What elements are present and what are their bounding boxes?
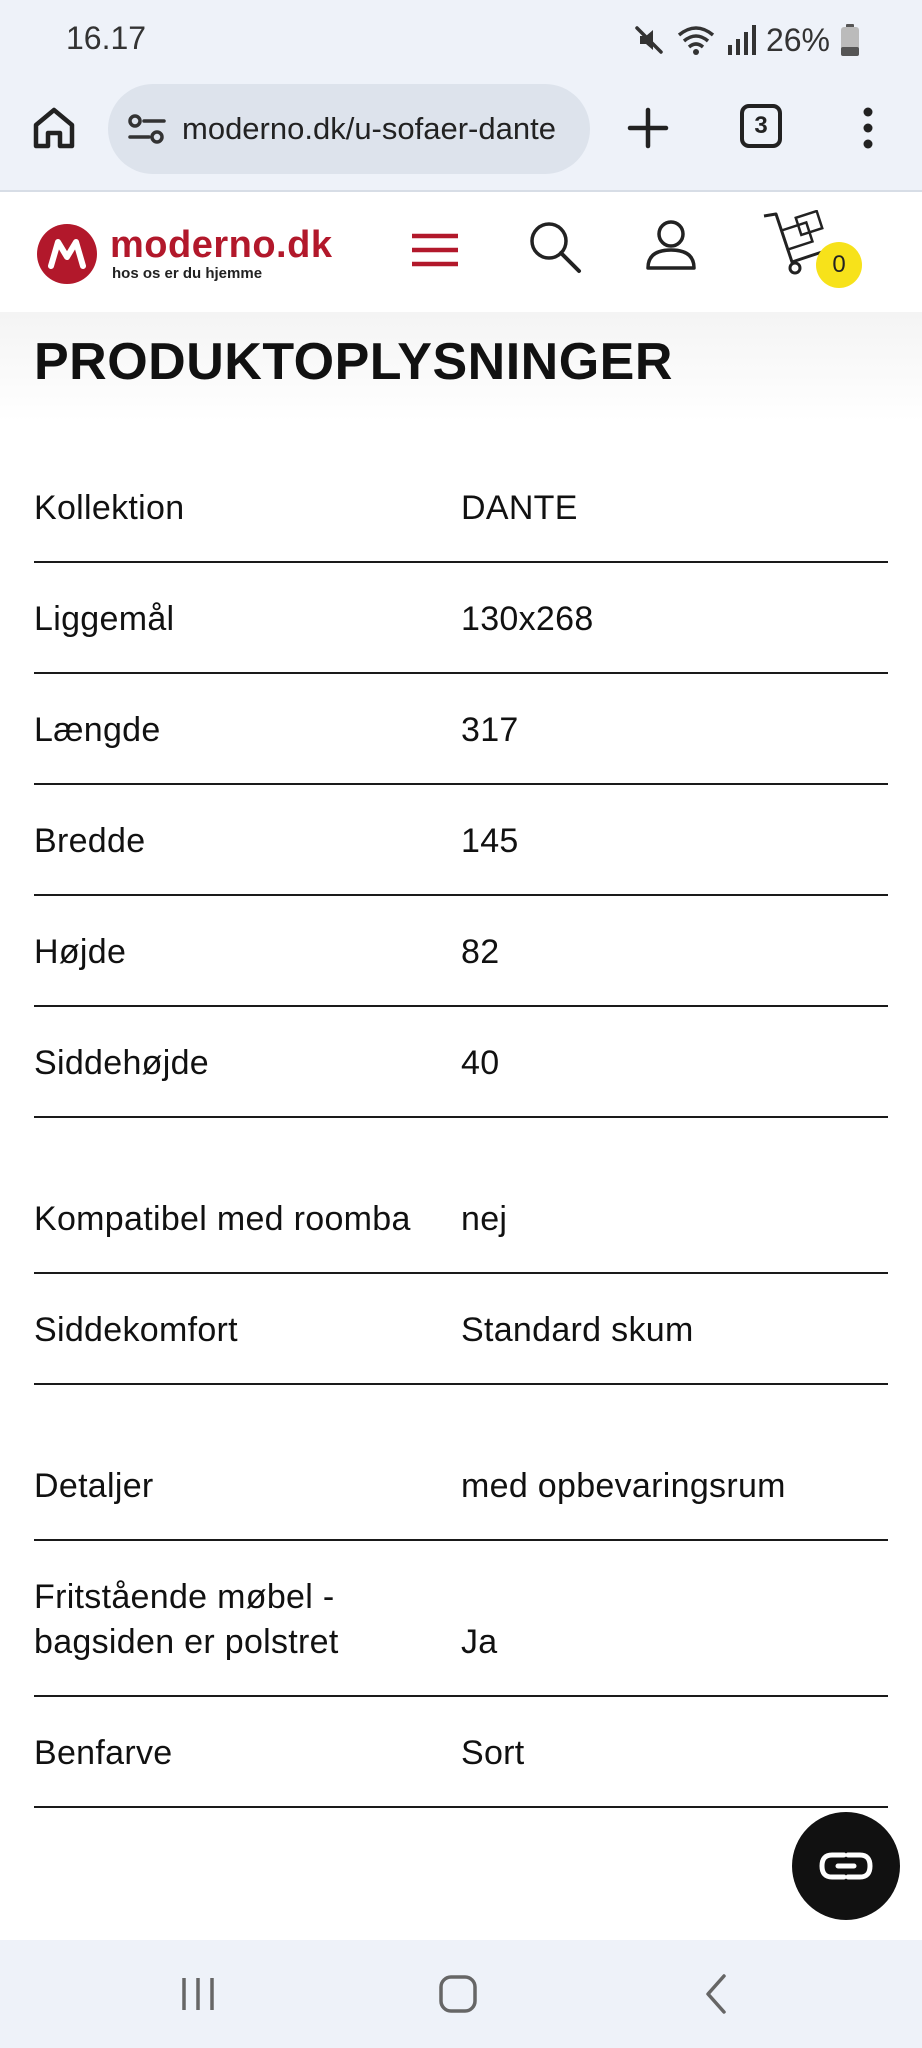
table-row	[34, 452, 888, 563]
signal-icon	[726, 23, 756, 57]
site-logo[interactable]	[36, 214, 332, 294]
table-row	[34, 896, 888, 1007]
status-time: 16.17	[66, 20, 147, 56]
search-icon	[526, 218, 584, 276]
table-row	[34, 1274, 888, 1385]
tab-switcher-button[interactable]: 3	[740, 104, 782, 148]
logo-name: moderno.dk	[110, 224, 333, 266]
spec-label: Liggemål	[34, 600, 175, 638]
spec-label: Benfarve	[34, 1734, 173, 1772]
table-row	[34, 1385, 888, 1541]
table-row	[34, 1007, 888, 1118]
chat-button[interactable]	[792, 1812, 900, 1920]
spec-value: 82	[461, 933, 500, 971]
logo-mark-icon	[36, 223, 98, 285]
table-row	[34, 674, 888, 785]
product-info-section	[0, 312, 922, 1940]
battery-icon	[840, 23, 860, 57]
home-icon[interactable]	[436, 1970, 480, 2018]
table-row	[34, 1697, 888, 1808]
spec-value: 130x268	[461, 600, 594, 638]
system-nav-bar	[0, 1940, 922, 2048]
address-bar[interactable]	[108, 84, 590, 174]
browser-toolbar	[0, 80, 922, 192]
spec-label: Fritstående møbel - bagsiden er polstret	[34, 1578, 339, 1661]
logo-tagline: hos os er du hjemme	[112, 265, 263, 282]
spec-label: Længde	[34, 711, 161, 749]
spec-value: Sort	[461, 1734, 525, 1772]
table-row	[34, 563, 888, 674]
spec-label: Kollektion	[34, 489, 185, 527]
table-row	[34, 785, 888, 896]
wifi-icon	[676, 23, 716, 57]
browser-home-button[interactable]	[28, 102, 80, 154]
mute-icon	[632, 23, 666, 57]
recents-icon[interactable]	[176, 1970, 220, 2018]
spec-value: DANTE	[461, 489, 578, 527]
home-icon	[31, 105, 77, 151]
status-bar	[0, 0, 922, 80]
spec-label: Siddekomfort	[34, 1311, 238, 1349]
site-settings-icon[interactable]	[126, 108, 168, 150]
user-icon	[642, 216, 700, 274]
spec-value: 145	[461, 822, 519, 860]
cart-count-badge: 0	[816, 242, 862, 288]
hamburger-icon	[410, 226, 460, 276]
status-icons	[632, 18, 860, 62]
table-row	[34, 1541, 888, 1697]
spec-label: Bredde	[34, 822, 146, 860]
account-button[interactable]	[642, 216, 700, 274]
spec-table	[34, 452, 888, 1808]
spec-value: nej	[461, 1200, 508, 1238]
spec-value: Standard skum	[461, 1311, 694, 1349]
table-row	[34, 1118, 888, 1274]
spec-label: Højde	[34, 933, 127, 971]
url-text: moderno.dk/u-sofaer-dante	[182, 111, 556, 146]
spec-value: 317	[461, 711, 519, 749]
new-tab-icon	[622, 102, 674, 154]
spec-value: Ja	[461, 1623, 498, 1661]
back-icon[interactable]	[698, 1970, 734, 2018]
section-title: PRODUKTOPLYSNINGER	[34, 333, 673, 391]
chat-icon	[816, 1849, 876, 1883]
spec-value: med opbevaringsrum	[461, 1467, 786, 1505]
battery-percent: 26%	[765, 21, 830, 58]
menu-icon	[848, 102, 888, 154]
spec-value: 40	[461, 1044, 500, 1082]
new-tab-button[interactable]	[622, 102, 674, 154]
search-button[interactable]	[526, 218, 584, 276]
spec-label: Detaljer	[34, 1467, 154, 1505]
site-header	[0, 194, 922, 312]
menu-toggle-button[interactable]	[410, 226, 460, 276]
spec-label: Siddehøjde	[34, 1044, 210, 1082]
browser-menu-button[interactable]	[848, 102, 888, 154]
spec-label: Kompatibel med roomba	[34, 1200, 411, 1238]
